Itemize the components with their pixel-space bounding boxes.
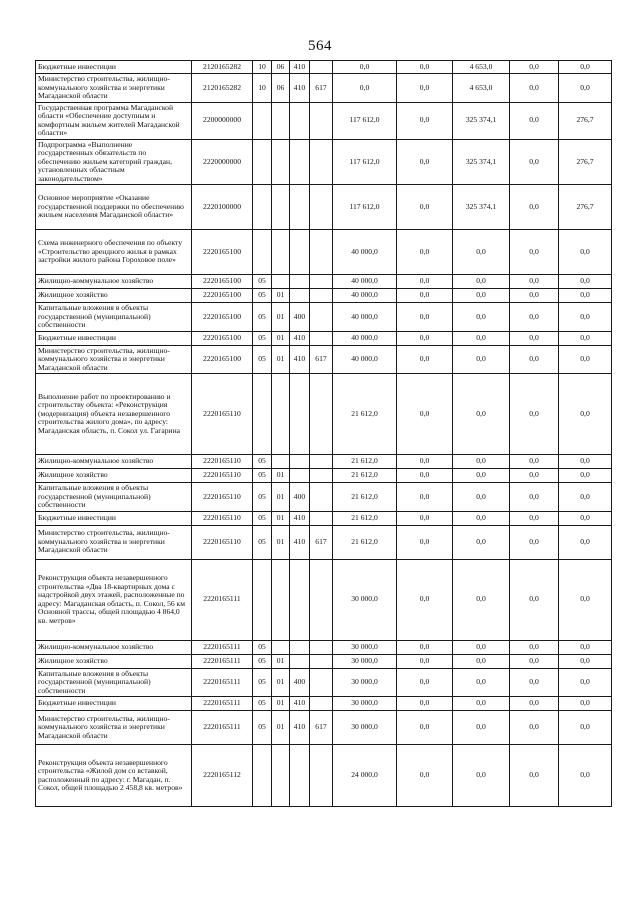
cell-amount-1: 40 000,0 [333,331,397,345]
cell-expense-type [290,102,310,139]
cell-name: Жилищно-коммунальное хозяйство [36,640,192,654]
cell-name: Министерство строительства, жилищно-коммунального хозяйства и энергетики Магаданской области [36,711,192,745]
cell-amount-2: 0,0 [397,455,453,469]
cell-amount-2: 0,0 [397,289,453,303]
cell-amount-5: 0,0 [559,374,612,455]
cell-name: Основное мероприятие «Оказание государственной поддержки по обеспечению жильем населения Магаданской области» [36,185,192,230]
cell-amount-1: 30 000,0 [333,559,397,640]
cell-subsection: 01 [272,697,290,711]
cell-target-code: 2220165100 [192,289,253,303]
cell-amount-5: 0,0 [559,61,612,74]
cell-amount-4: 0,0 [510,654,559,668]
cell-target-code: 2220165110 [192,511,253,525]
cell-subsection [272,275,290,289]
cell-administrator [310,469,333,483]
cell-administrator [310,745,333,807]
table-row [36,455,612,469]
cell-amount-2: 0,0 [397,331,453,345]
cell-amount-4: 0,0 [510,469,559,483]
table-row [36,139,612,185]
table-row [36,331,612,345]
cell-target-code: 2220165110 [192,469,253,483]
cell-amount-2: 0,0 [397,230,453,275]
cell-amount-3: 0,0 [453,745,510,807]
cell-amount-3: 4 653,0 [453,61,510,74]
cell-amount-1: 24 000,0 [333,745,397,807]
cell-administrator [310,230,333,275]
cell-administrator: 617 [310,345,333,374]
cell-amount-1: 30 000,0 [333,654,397,668]
cell-name: Жилищное хозяйство [36,654,192,668]
cell-expense-type: 410 [290,61,310,74]
cell-amount-3: 0,0 [453,303,510,332]
cell-amount-3: 0,0 [453,697,510,711]
cell-expense-type [290,185,310,230]
cell-subsection [272,139,290,185]
cell-subsection [272,640,290,654]
cell-amount-2: 0,0 [397,345,453,374]
cell-administrator [310,483,333,512]
cell-subsection: 01 [272,483,290,512]
cell-amount-1: 30 000,0 [333,640,397,654]
cell-target-code: 2220165112 [192,745,253,807]
table-row [36,289,612,303]
cell-amount-1: 40 000,0 [333,289,397,303]
cell-section: 05 [253,654,272,668]
cell-name: Капитальные вложения в объекты государственной (муниципальной) собственности [36,668,192,697]
cell-amount-4: 0,0 [510,275,559,289]
cell-name: Жилищно-коммунальное хозяйство [36,455,192,469]
cell-name: Государственная программа Магаданской области «Обеспечение доступным и комфортным жильем жителей Магаданской области» [36,102,192,139]
cell-administrator [310,455,333,469]
cell-name: Реконструкция объекта незавершенного строительства «Два 18-квартирных дома с надстройкой двух этажей, расположенные по адресу: Магаданская область, п. Сокол, 56 км Основной трассы, общей площадью 4 864,0 кв. метров» [36,559,192,640]
cell-expense-type: 400 [290,483,310,512]
cell-subsection: 01 [272,525,290,559]
cell-amount-3: 0,0 [453,525,510,559]
cell-section: 10 [253,74,272,103]
cell-amount-5: 0,0 [559,697,612,711]
cell-amount-4: 0,0 [510,102,559,139]
cell-target-code: 2220165100 [192,303,253,332]
cell-amount-2: 0,0 [397,483,453,512]
cell-section: 05 [253,331,272,345]
cell-amount-3: 0,0 [453,483,510,512]
cell-amount-4: 0,0 [510,745,559,807]
cell-subsection: 06 [272,61,290,74]
cell-amount-5: 0,0 [559,745,612,807]
table-row [36,654,612,668]
cell-name: Бюджетные инвестиции [36,511,192,525]
cell-amount-2: 0,0 [397,559,453,640]
cell-name: Схема инженерного обеспечения по объекту «Строительство арендного жилья в рамках застройки жилого района Гороховое поле» [36,230,192,275]
table-row [36,303,612,332]
cell-amount-5: 0,0 [559,345,612,374]
cell-administrator [310,61,333,74]
cell-amount-5: 0,0 [559,668,612,697]
cell-amount-1: 40 000,0 [333,230,397,275]
cell-administrator [310,139,333,185]
cell-target-code: 2220100000 [192,185,253,230]
cell-name: Подпрограмма «Выполнение государственных обязательств по обеспечению жильем категорий граждан, установленных областным законодательством» [36,139,192,185]
cell-amount-2: 0,0 [397,711,453,745]
cell-name: Бюджетные инвестиции [36,697,192,711]
cell-subsection: 01 [272,289,290,303]
cell-amount-4: 0,0 [510,525,559,559]
cell-amount-4: 0,0 [510,74,559,103]
cell-amount-2: 0,0 [397,745,453,807]
cell-amount-3: 0,0 [453,230,510,275]
cell-expense-type [290,230,310,275]
cell-amount-3: 0,0 [453,640,510,654]
cell-target-code: 2120165282 [192,61,253,74]
cell-amount-5: 0,0 [559,303,612,332]
cell-amount-3: 325 374,1 [453,102,510,139]
cell-amount-4: 0,0 [510,640,559,654]
cell-section: 05 [253,483,272,512]
cell-section: 10 [253,61,272,74]
cell-subsection: 01 [272,668,290,697]
cell-amount-2: 0,0 [397,61,453,74]
cell-target-code: 2220165110 [192,455,253,469]
cell-section [253,745,272,807]
cell-amount-4: 0,0 [510,559,559,640]
cell-section: 05 [253,697,272,711]
cell-administrator [310,303,333,332]
cell-subsection [272,745,290,807]
cell-amount-4: 0,0 [510,61,559,74]
cell-administrator [310,654,333,668]
cell-amount-5: 0,0 [559,483,612,512]
cell-amount-1: 30 000,0 [333,668,397,697]
cell-expense-type [290,139,310,185]
cell-amount-1: 0,0 [333,74,397,103]
cell-expense-type [290,559,310,640]
cell-subsection [272,185,290,230]
cell-administrator [310,275,333,289]
cell-amount-5: 0,0 [559,74,612,103]
cell-expense-type: 410 [290,697,310,711]
cell-amount-4: 0,0 [510,455,559,469]
cell-amount-1: 30 000,0 [333,711,397,745]
cell-amount-3: 0,0 [453,469,510,483]
cell-subsection: 01 [272,469,290,483]
cell-amount-3: 0,0 [453,455,510,469]
table-row [36,102,612,139]
cell-amount-1: 40 000,0 [333,275,397,289]
cell-target-code: 2220165100 [192,275,253,289]
cell-name: Бюджетные инвестиции [36,331,192,345]
cell-target-code: 2220000000 [192,139,253,185]
cell-administrator: 617 [310,525,333,559]
cell-administrator [310,559,333,640]
cell-amount-5: 276,7 [559,102,612,139]
cell-expense-type [290,745,310,807]
cell-target-code: 2220165111 [192,668,253,697]
cell-amount-5: 0,0 [559,654,612,668]
cell-subsection [272,455,290,469]
cell-amount-5: 0,0 [559,230,612,275]
cell-subsection: 01 [272,331,290,345]
cell-target-code: 2220165110 [192,374,253,455]
table-row [36,345,612,374]
cell-expense-type [290,374,310,455]
cell-target-code: 2220165110 [192,525,253,559]
table-row [36,745,612,807]
table-row [36,74,612,103]
cell-expense-type: 410 [290,511,310,525]
cell-amount-3: 0,0 [453,711,510,745]
cell-name: Министерство строительства, жилищно-коммунального хозяйства и энергетики Магаданской области [36,345,192,374]
cell-amount-5: 0,0 [559,455,612,469]
cell-amount-4: 0,0 [510,230,559,275]
cell-amount-5: 0,0 [559,525,612,559]
cell-expense-type: 400 [290,668,310,697]
cell-amount-1: 117 612,0 [333,139,397,185]
cell-amount-3: 0,0 [453,331,510,345]
cell-expense-type [290,275,310,289]
cell-subsection: 01 [272,511,290,525]
table-row [36,525,612,559]
table-row [36,640,612,654]
cell-amount-2: 0,0 [397,303,453,332]
cell-amount-1: 40 000,0 [333,303,397,332]
cell-target-code: 2220165111 [192,711,253,745]
cell-target-code: 2220165111 [192,559,253,640]
cell-section [253,559,272,640]
cell-administrator [310,511,333,525]
cell-amount-3: 0,0 [453,654,510,668]
cell-amount-2: 0,0 [397,697,453,711]
cell-target-code: 2220165100 [192,345,253,374]
cell-amount-1: 117 612,0 [333,185,397,230]
cell-expense-type: 410 [290,711,310,745]
table-row [36,61,612,74]
cell-amount-1: 117 612,0 [333,102,397,139]
cell-amount-2: 0,0 [397,654,453,668]
cell-name: Министерство строительства, жилищно-коммунального хозяйства и энергетики Магаданской области [36,74,192,103]
cell-amount-4: 0,0 [510,711,559,745]
cell-amount-2: 0,0 [397,525,453,559]
cell-amount-3: 0,0 [453,559,510,640]
cell-section: 05 [253,511,272,525]
table-row [36,559,612,640]
cell-administrator: 617 [310,711,333,745]
cell-name: Капитальные вложения в объекты государственной (муниципальной) собственности [36,483,192,512]
cell-section: 05 [253,469,272,483]
cell-amount-5: 276,7 [559,185,612,230]
cell-administrator [310,640,333,654]
cell-expense-type: 410 [290,331,310,345]
cell-subsection: 01 [272,345,290,374]
table-row [36,697,612,711]
table-row [36,668,612,697]
cell-amount-4: 0,0 [510,511,559,525]
cell-amount-3: 0,0 [453,511,510,525]
cell-amount-5: 0,0 [559,275,612,289]
cell-amount-2: 0,0 [397,640,453,654]
cell-administrator [310,374,333,455]
cell-amount-1: 21 612,0 [333,511,397,525]
cell-section [253,139,272,185]
cell-administrator [310,697,333,711]
cell-administrator [310,102,333,139]
table-row [36,511,612,525]
cell-name: Министерство строительства, жилищно-коммунального хозяйства и энергетики Магаданской области [36,525,192,559]
cell-amount-5: 0,0 [559,469,612,483]
cell-administrator: 617 [310,74,333,103]
cell-amount-2: 0,0 [397,139,453,185]
cell-amount-4: 0,0 [510,668,559,697]
cell-section: 05 [253,289,272,303]
cell-expense-type [290,654,310,668]
cell-amount-2: 0,0 [397,668,453,697]
cell-section [253,230,272,275]
cell-expense-type: 410 [290,525,310,559]
cell-amount-5: 0,0 [559,559,612,640]
cell-target-code: 2220165111 [192,697,253,711]
cell-expense-type [290,289,310,303]
cell-amount-1: 21 612,0 [333,469,397,483]
cell-name: Жилищное хозяйство [36,469,192,483]
cell-amount-2: 0,0 [397,469,453,483]
cell-subsection: 06 [272,74,290,103]
cell-target-code: 2220165111 [192,640,253,654]
cell-section [253,374,272,455]
cell-amount-5: 0,0 [559,331,612,345]
cell-administrator [310,668,333,697]
cell-subsection [272,559,290,640]
table-row [36,374,612,455]
cell-name: Капитальные вложения в объекты государственной (муниципальной) собственности [36,303,192,332]
cell-section [253,185,272,230]
cell-section [253,102,272,139]
cell-amount-3: 0,0 [453,275,510,289]
page-number: 564 [308,38,332,54]
cell-target-code: 2200000000 [192,102,253,139]
cell-section: 05 [253,640,272,654]
cell-amount-3: 0,0 [453,289,510,303]
cell-expense-type: 410 [290,74,310,103]
cell-amount-2: 0,0 [397,374,453,455]
cell-section: 05 [253,303,272,332]
cell-target-code: 2220165111 [192,654,253,668]
cell-target-code: 2220165100 [192,331,253,345]
table-row [36,469,612,483]
cell-section: 05 [253,345,272,374]
cell-section: 05 [253,455,272,469]
cell-amount-2: 0,0 [397,74,453,103]
table-row [36,275,612,289]
cell-amount-3: 0,0 [453,345,510,374]
cell-subsection: 01 [272,303,290,332]
cell-amount-2: 0,0 [397,102,453,139]
cell-administrator [310,331,333,345]
cell-section: 05 [253,275,272,289]
cell-amount-5: 276,7 [559,139,612,185]
cell-amount-1: 30 000,0 [333,697,397,711]
cell-expense-type [290,469,310,483]
cell-section: 05 [253,525,272,559]
cell-expense-type: 410 [290,345,310,374]
cell-name: Жилищно-коммунальное хозяйство [36,275,192,289]
cell-name: Бюджетные инвестиции [36,61,192,74]
cell-amount-4: 0,0 [510,331,559,345]
cell-amount-3: 325 374,1 [453,185,510,230]
cell-amount-1: 21 612,0 [333,455,397,469]
cell-amount-3: 0,0 [453,374,510,455]
cell-expense-type: 400 [290,303,310,332]
cell-amount-3: 325 374,1 [453,139,510,185]
cell-section: 05 [253,711,272,745]
cell-amount-2: 0,0 [397,275,453,289]
cell-name: Жилищное хозяйство [36,289,192,303]
cell-amount-3: 0,0 [453,668,510,697]
cell-amount-4: 0,0 [510,303,559,332]
cell-amount-4: 0,0 [510,139,559,185]
cell-amount-4: 0,0 [510,289,559,303]
cell-amount-3: 4 653,0 [453,74,510,103]
cell-amount-2: 0,0 [397,185,453,230]
cell-amount-4: 0,0 [510,483,559,512]
cell-amount-4: 0,0 [510,185,559,230]
cell-amount-4: 0,0 [510,374,559,455]
cell-name: Реконструкция объекта незавершенного строительства «Жилой дом со вставкой, расположенный по адресу: г. Магадан, п. Сокол, общей площадью 2 458,8 кв. метров» [36,745,192,807]
cell-amount-2: 0,0 [397,511,453,525]
cell-amount-1: 0,0 [333,61,397,74]
cell-administrator [310,185,333,230]
cell-name: Выполнение работ по проектированию и строительству объекта: «Реконструкция (модернизация) объекта незавершенного строительства жилого дома», по адресу: Магаданская область, п. Сокол ул. Гагарина [36,374,192,455]
cell-target-code: 2120165282 [192,74,253,103]
cell-expense-type [290,640,310,654]
table-row [36,711,612,745]
cell-subsection [272,102,290,139]
cell-subsection: 01 [272,711,290,745]
cell-amount-4: 0,0 [510,697,559,711]
table-row [36,230,612,275]
cell-amount-5: 0,0 [559,640,612,654]
cell-amount-1: 21 612,0 [333,374,397,455]
cell-amount-5: 0,0 [559,289,612,303]
cell-section: 05 [253,668,272,697]
cell-subsection [272,374,290,455]
cell-amount-1: 21 612,0 [333,483,397,512]
cell-target-code: 2220165100 [192,230,253,275]
budget-table [35,60,612,807]
table-body [36,61,612,807]
cell-target-code: 2220165110 [192,483,253,512]
cell-subsection [272,230,290,275]
table-row [36,185,612,230]
cell-amount-5: 0,0 [559,711,612,745]
cell-amount-1: 40 000,0 [333,345,397,374]
table-row [36,483,612,512]
cell-administrator [310,289,333,303]
cell-amount-5: 0,0 [559,511,612,525]
cell-amount-4: 0,0 [510,345,559,374]
cell-subsection: 01 [272,654,290,668]
cell-amount-1: 21 612,0 [333,525,397,559]
cell-expense-type [290,455,310,469]
